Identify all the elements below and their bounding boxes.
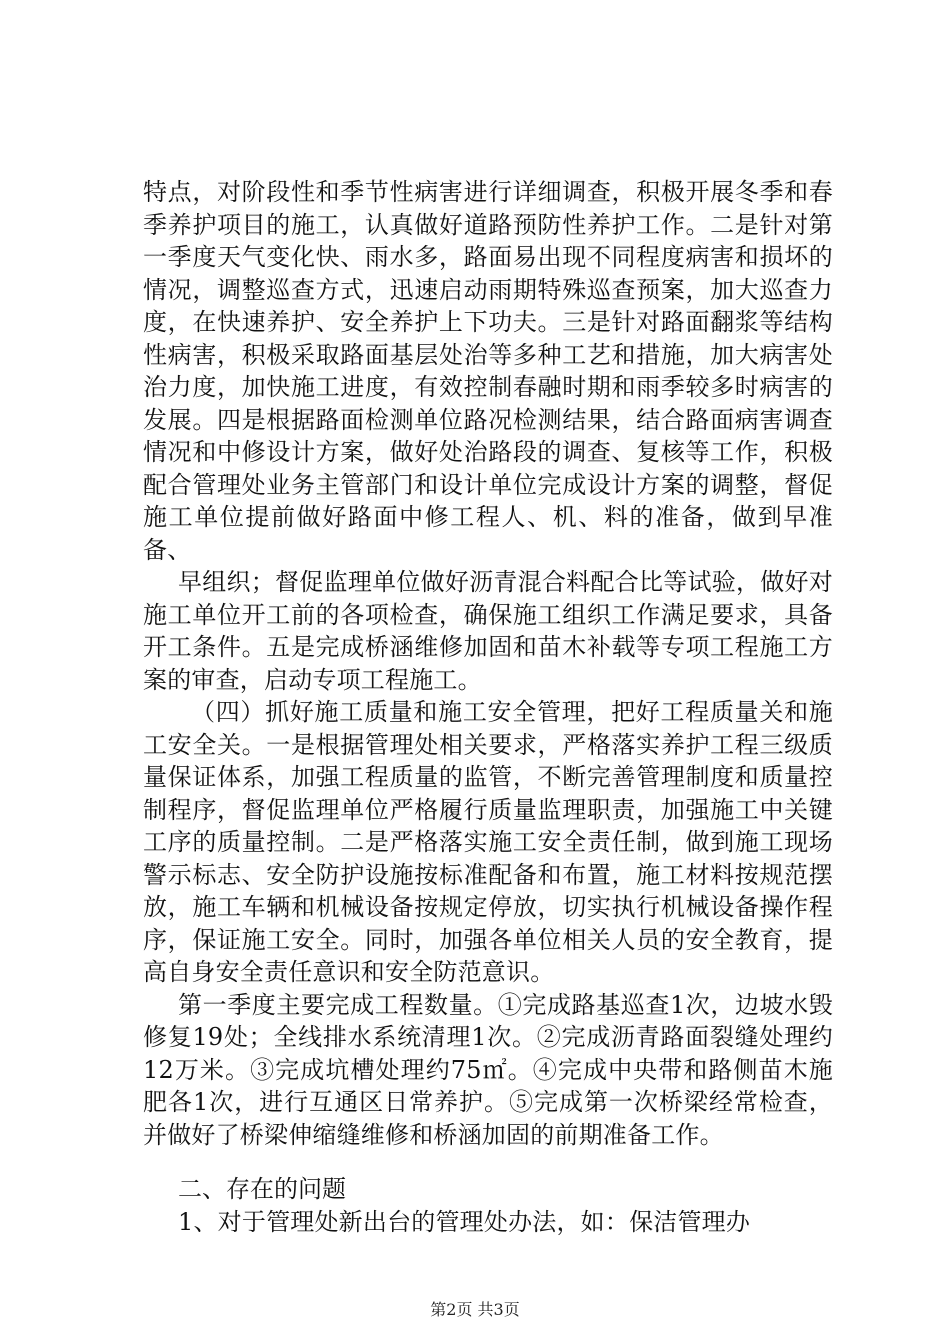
document-body — [143, 176, 833, 1238]
paragraph-2: 早组织；督促监理单位做好沥青混合料配合比等试验，做好对施工单位开工前的各项检查，确保施工组织工作满足要求，具备开工条件。五是完成桥涵维修加固和苗木补载等专项工程施工方案的审查，启动专项工程施工。 — [143, 568, 833, 694]
paragraph-spacer — [143, 1151, 833, 1173]
paragraph-5: 1、对于管理处新出台的管理处办法，如：保洁管理办 — [178, 1207, 751, 1236]
paragraph-4: 第一季度主要完成工程数量。①完成路基巡查1次，边坡水毁修复19处；全线排水系统清理1次。②完成沥青路面裂缝处理约12万米。③完成坑槽处理约75㎡。④完成中央带和路侧苗木施肥各1次，进行互通区日常养护。⑤完成第一次桥梁经常检查，并做好了桥梁伸缩缝维修和桥涵加固的前期准备工作。 — [143, 990, 833, 1149]
section-title: 二、存在的问题 — [178, 1175, 346, 1203]
paragraph-1: 特点，对阶段性和季节性病害进行详细调查，积极开展冬季和春季养护项目的施工，认真做好道路预防性养护工作。二是针对第一季度天气变化快、雨水多，路面易出现不同程度病害和损坏的情况，调整巡查方式，迅速启动雨期特殊巡查预案，加大巡查力度，在快速养护、安全养护上下功夫。三是针对路面翻浆等结构性病害，积极采取路面基层处治等多种工艺和措施，加大病害处治力度，加快施工进度，有效控制春融时期和雨季较多时病害的发展。四是根据路面检测单位路况检测结果，结合路面病害调查情况和中修设计方案，做好处治路段的调查、复核等工作，积极配合管理处业务主管部门和设计单位完成设计方案的调整，督促施工单位提前做好路面中修工程人、机、料的准备，做到早准备、 — [143, 178, 833, 564]
page-footer: 第2页 共3页 — [430, 1300, 520, 1319]
paragraph-3: （四）抓好施工质量和施工安全管理，把好工程质量关和施工安全关。一是根据管理处相关要求，严格落实养护工程三级质量保证体系，加强工程质量的监管，不断完善管理制度和质量控制程序，督促监理单位严格履行质量监理职责，加强施工中关键工序的质量控制。二是严格落实施工安全责任制，做到施工现场警示标志、安全防护设施按标准配备和布置，施工材料按规范摆放，施工车辆和机械设备按规定停放，切实执行机械设备操作程序，保证施工安全。同时，加强各单位相关人员的安全教育，提高自身安全责任意识和安全防范意识。 — [143, 698, 833, 986]
